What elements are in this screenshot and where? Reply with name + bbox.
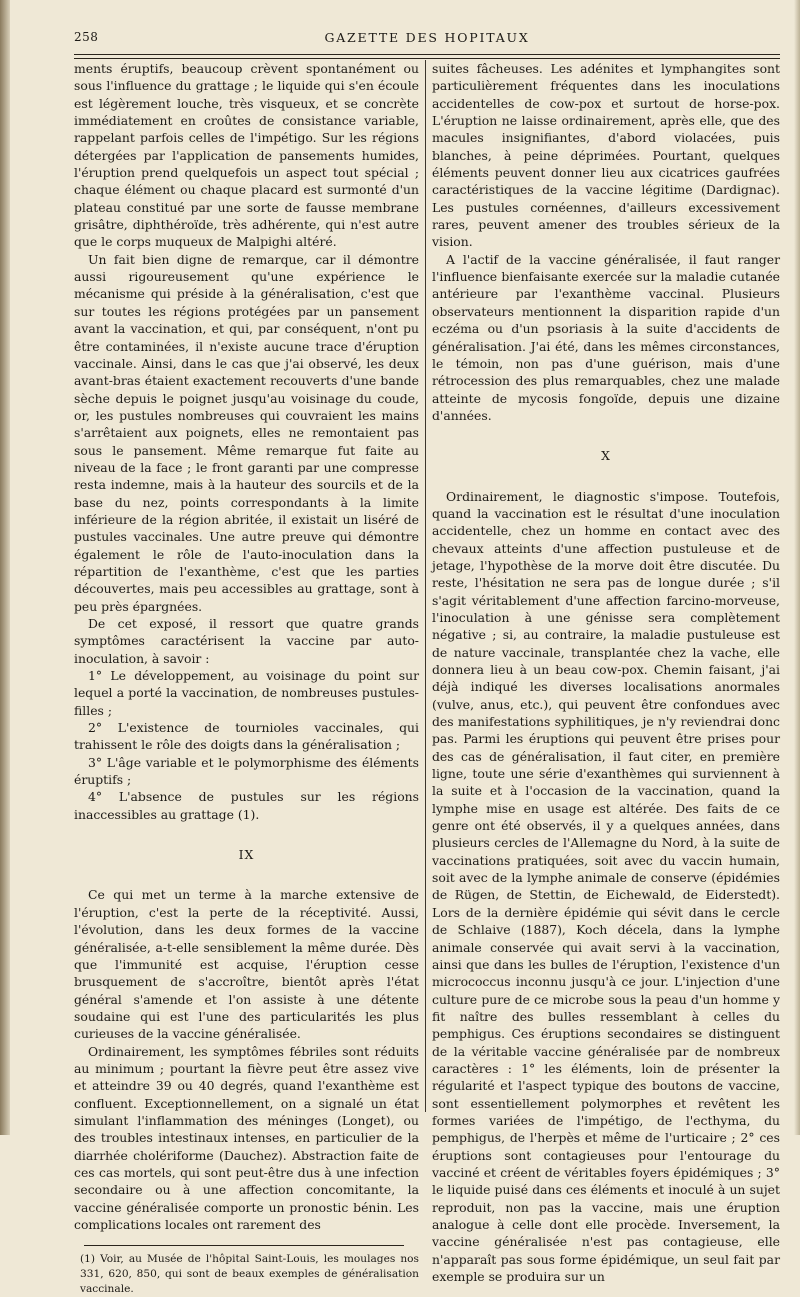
paragraph: Ordinairement, les symptômes fébriles sont réduits au minimum ; pourtant la fièvre peut être assez vive et atteindre 39 ou 40 degrés, quand l'exanthème est confluent. Exceptionnellement, on a signalé un état simulant l'inflammation des méninges (Longet), ou des troubles intestinaux intenses, en particulier de la diarrhée cholériforme (Dauchez). Abstraction faite de ces cas mortels, qui sont peut-être dus à une infection secondaire ou à une affection concomitante, la vaccine généralisée comporte un pronostic bénin. Les complications locales ont rarement des bbox=[74, 1043, 419, 1232]
paragraph: A l'actif de la vaccine généralisée, il faut ranger l'influence bienfaisante exercée sur la maladie cutanée antérieure par l'exanthème vaccinal. Plusieurs observateurs mentionnent la disparition rapide d'un eczéma ou d'un psoriasis à la suite d'accidents de généralisation. J'ai été, dans les mêmes circonstances, le témoin, non pas d'une guérison, mais d'une rétrocession des plus remarquables, chez une malade atteinte de mycosis fongoïde, depuis une dizaine d'années. bbox=[432, 251, 780, 423]
paragraph: Un fait bien digne de remarque, car il démontre aussi rigoureusement qu'une expérience le mécanisme qui préside à la généralisation, c'est que sur toutes les régions protégées par un pansement avant la vaccination, et qui, par conséquent, n'ont pu être contaminées, il n'existe aucune trace d'éruption vaccinale. Ainsi, dans le cas que j'ai observé, les deux avant-bras étaient exactement recouverts d'une bande sèche depuis le poignet jusqu'au voisinage du coude, or, les pustules nombreuses qui couvraient les mains s'arrêtaient aux poignets, elles ne remontaient pas sous le pansement. Même remarque fut faite au niveau de la face ; le front garanti par une compresse resta indemne, mais à la hauteur des sourcils et de la base du nez, points correspondants à la limite inférieure de la région abritée, il existait un liséré de pustules vaccinales. Une autre preuve qui démontre également le rôle de l'auto-inoculation dans la répartition de l'exanthème, c'est que les parties découvertes, mais peu accessibles au grattage, sont à peu près épargnées. bbox=[74, 251, 419, 614]
header-rule-top bbox=[74, 54, 780, 55]
list-item: 2° L'existence de tournioles vaccinales, qui trahissent le rôle des doigts dans la généralisation ; bbox=[74, 720, 419, 753]
list-item: 3° L'âge variable et le polymorphisme des éléments éruptifs ; bbox=[74, 754, 419, 788]
paragraph: De cet exposé, il ressort que quatre grands symptômes caractérisent la vaccine par auto-inoculation, à savoir : bbox=[74, 616, 419, 666]
page-edge bbox=[794, 0, 800, 1135]
page-number: 258 bbox=[74, 30, 99, 44]
running-title: GAZETTE DES HOPITAUX bbox=[324, 30, 530, 45]
paragraph: Ce qui met un terme à la marche extensive de l'éruption, c'est la perte de la réceptivité. Aussi, l'évolution, dans les deux formes de la vaccine généralisée, a-t-elle sensiblement la même durée. Dès que l'immunité est acquise, l'éruption cesse brusquement de s'accroître, bientôt après l'état général s'amende et l'on assiste à une détente soudaine qui est l'une des particularités les plus curieuses de la vaccine généralisée. bbox=[74, 887, 419, 1042]
paragraph: Ordinairement, le diagnostic s'impose. Toutefois, quand la vaccination est le résultat d'une inoculation accidentelle, chez un homme en contact avec des chevaux atteints d'une affection pustuleuse et de jetage, l'hypothèse de la morve doit être discutée. Du reste, l'hésitation ne sera pas de longue durée ; s'il s'agit véritablement d'une affection farcino-morveuse, l'inoculation à une génisse sera complètement négative ; si, au contraire, la maladie pustuleuse est de nature vaccinale, transplantée chez la vache, elle donnera lieu à un beau cow-pox. Chemin faisant, j'ai déjà indiqué les diverses localisations anormales (vulve, anus, etc.), qui peuvent être confondues avec des manifestations syphilitiques, je n'y reviendrai donc pas. Parmi les éruptions qui peuvent être prises pour des cas de généralisation, il faut citer, en première ligne, toute une série d'exanthèmes qui surviennent à la suite et à l'occasion de la vaccination, quand la lymphe mise en usage est altérée. Des faits de ce genre ont été observés, il y a quelques années, dans plusieurs cercles de l'Allemagne du Nord, à la suite de vaccinations pratiquées, soit avec du vaccin humain, soit avec de la lymphe animale de conserve (épidémies de Rügen, de Stettin, de Eichewald, de Eiderstedt). Lors de la dernière épidémie qui sévit dans le cercle de Schlaive (1887), Koch décela, dans la lymphe animale conservée qui avait servi à la vaccination, ainsi que dans les bulles de l'éruption, l'existence d'un micrococcus inconnu jusqu'à ce jour. L'injection d'une culture pure de ce microbe sous la peau d'un homme y fit naître des bulles ressemblant à celles du pemphigus. Ces éruptions secondaires se distinguent de la véritable vaccine généralisée par de nombreux caractères : 1° les éléments, loin de présenter la régularité et l'aspect typique des boutons de vaccine, sont essentiellement polymorphes et revêtent les formes variées de l'impétigo, de l'ecthyma, du pemphigus, de l'herpès et même de l'urticaire ; 2° ces éruptions sont contagieuses pour l'entourage du vacciné et créent de véritables foyers épidémiques ; 3° le liquide puisé dans ces éléments et inoculé à un sujet reproduit, non pas la vaccine, mais une éruption analogue à celle dont elle procède. Inversement, la vaccine généralisée n'est pas contagieuse, elle n'apparaît pas sous forme épidémique, un seul fait par exemple se produira sur un bbox=[432, 488, 780, 1285]
right-column bbox=[432, 60, 780, 1285]
binding-spine bbox=[0, 0, 10, 1135]
section-heading: IX bbox=[238, 847, 255, 863]
list-item: 1° Le développement, au voisinage du point sur lequel a porté la vaccination, de nombreuses pustules-filles ; bbox=[74, 668, 419, 718]
section-heading: X bbox=[601, 448, 611, 464]
page-header bbox=[74, 30, 780, 50]
column-separator bbox=[425, 60, 426, 1112]
header-rule-bottom bbox=[74, 58, 780, 59]
paragraph: ments éruptifs, beaucoup crèvent spontanément ou sous l'influence du grattage ; le liquide qui s'en écoule est légèrement louche, très visqueux, et se concrète immédiatement en croûtes de consistance variable, rappelant parfois celles de l'impétigo. Sur les régions détergées par l'application de pansements humides, l'éruption prend quelquefois un aspect tout spécial ; chaque élément ou chaque placard est surmonté d'un plateau constitué par une sorte de fausse membrane grisâtre, diphthéroïde, très adhérente, qui n'est autre que le corps muqueux de Malpighi altéré. bbox=[74, 61, 419, 250]
list-item: 4° L'absence de pustules sur les régions inaccessibles au grattage (1). bbox=[74, 789, 419, 822]
footnote: (1) Voir, au Musée de l'hôpital Saint-Louis, les moulages nos 331, 620, 850, qui sont de beaux exemples de généralisation vaccinale. bbox=[80, 1253, 419, 1296]
left-column bbox=[74, 60, 419, 1297]
footnote-rule bbox=[84, 1245, 404, 1246]
paragraph: suites fâcheuses. Les adénites et lymphangites sont particulièrement fréquentes dans les inoculations accidentelles de cow-pox et surtout de horse-pox. L'éruption ne laisse ordinairement, après elle, que des macules insignifiantes, d'abord violacées, puis blanches, à peine déprimées. Pourtant, quelques éléments peuvent donner lieu aux cicatrices gaufrées caractéristiques de la vaccine légitime (Dardignac). Les pustules cornéennes, d'ailleurs excessivement rares, peuvent amener des troubles sérieux de la vision. bbox=[432, 61, 780, 250]
